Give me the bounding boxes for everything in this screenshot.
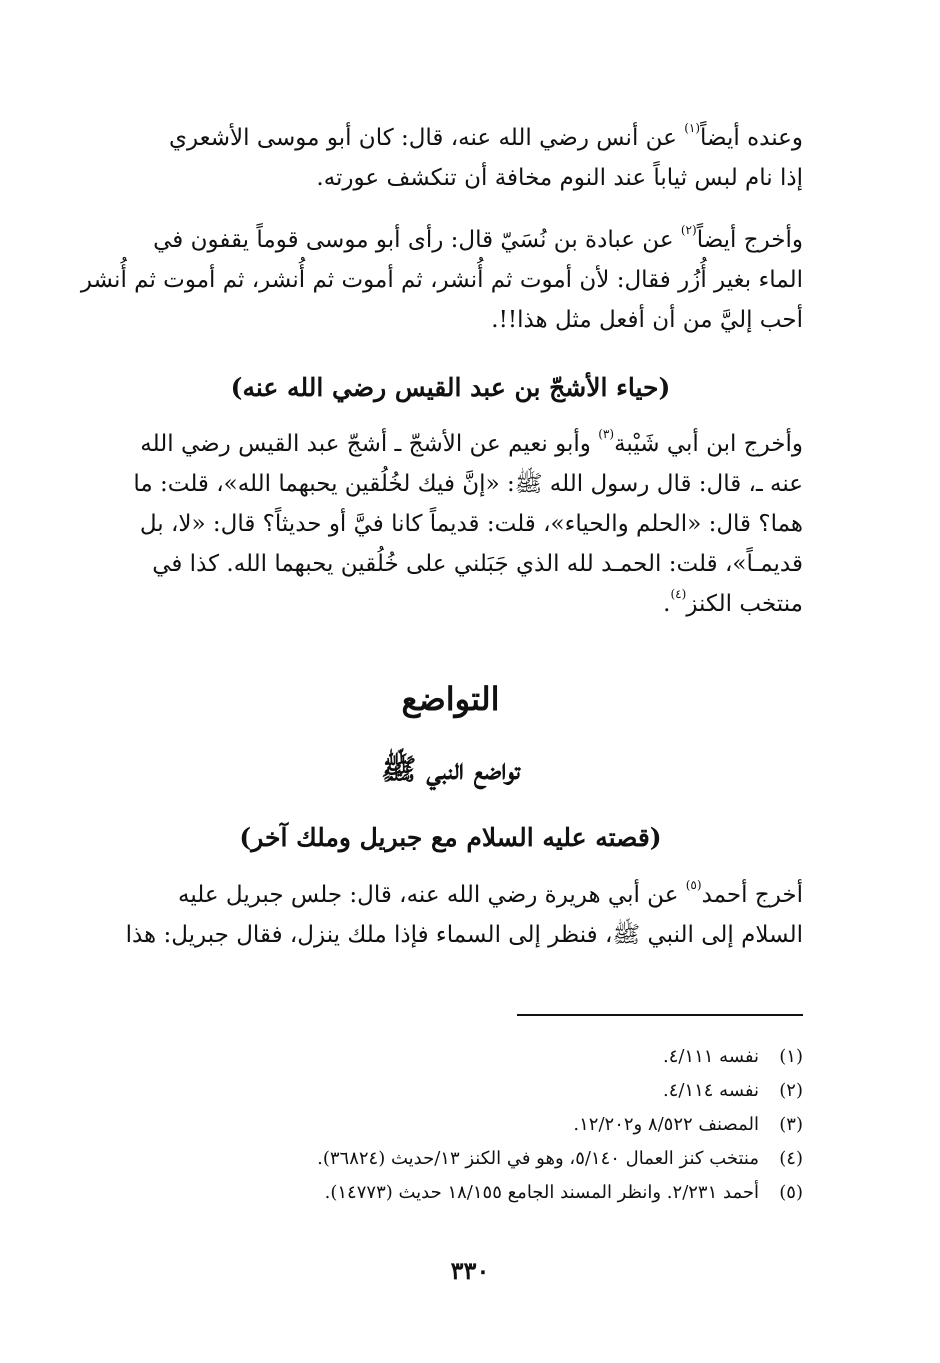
line-text: عنه ـ، قال: قال رسول الله ﷺ: «إنَّ فيك لخُلُقين يحبهما الله»، قلت: ما	[133, 471, 803, 497]
line-text: الماء بغير أُزُر فقال: لأن أموت ثم أُنشر، ثم أموت ثم أُنشر، ثم أموت ثم أُنشر	[80, 267, 803, 293]
section-title: تواضع النبي ﷺ	[381, 752, 520, 786]
text-line	[98, 158, 803, 198]
text-line	[98, 504, 803, 544]
footnote-number: (٣)	[779, 1114, 803, 1135]
page-number: ٣٣٠	[450, 1256, 490, 1285]
section-heading-ashaj: (حياء الأشجّ بن عبد القيس رضي الله عنه)	[230, 373, 671, 402]
footnote-ref: (١)	[684, 121, 701, 135]
text-line	[80, 260, 803, 300]
text-line	[98, 464, 803, 504]
paragraph-ashaj	[98, 424, 803, 624]
chapter-title: التواضع	[401, 680, 500, 718]
footnote-text: أحمد ٢/٢٣١. وانظر المسند الجامع ١٨/١٥٥ حديث (١٤٧٧٣).	[324, 1182, 759, 1203]
text-line	[98, 220, 803, 260]
text-line	[98, 584, 803, 624]
paragraph-abu-musa-water	[80, 220, 803, 340]
footnotes	[98, 1040, 803, 1210]
footnote	[98, 1108, 803, 1142]
line-text: هما؟ قال: «الحلم والحياء»، قلت: قديماً كانا فيَّ أو حديثاً؟ قال: «لا، بل	[139, 511, 803, 537]
footnote-number: (٢)	[779, 1080, 803, 1101]
footnote	[98, 1176, 803, 1210]
footnote-number: (٤)	[779, 1148, 803, 1169]
text-line	[98, 300, 803, 340]
footnote	[98, 1040, 803, 1074]
subsection-heading-story: (قصته عليه السلام مع جبريل وملك آخر)	[239, 823, 662, 852]
text-line	[98, 875, 803, 915]
line-text: عن عبادة بن نُسَيّ قال: رأى أبو موسى قوماً يقفون في	[153, 227, 681, 253]
paragraph-abu-musa-sleep	[98, 118, 803, 198]
line-text: وعنده أيضاً	[700, 125, 803, 151]
footnote-number: (٥)	[779, 1182, 803, 1203]
footnote-ref: (٢)	[680, 223, 697, 237]
footnote-number: (١)	[779, 1046, 803, 1067]
paragraph-jibril	[98, 875, 803, 955]
footnote	[98, 1142, 803, 1176]
footnote-text: منتخب كنز العمال ٥/١٤٠، وهو في الكنز ١٣/حديث (٣٦٨٢٤).	[317, 1148, 759, 1169]
line-text: أخرج أحمد	[701, 882, 803, 908]
line-text: منتخب الكنز	[686, 591, 803, 617]
text-line	[98, 915, 803, 955]
footnote-text: المصنف ٨/٥٢٢ و١٢/٢٠٢.	[573, 1114, 759, 1135]
footnote-ref: (٣)	[598, 427, 615, 441]
text-line	[98, 424, 803, 464]
footnote-ref: (٤)	[670, 587, 687, 601]
text-line	[98, 544, 803, 584]
line-text: السلام إلى النبي ﷺ، فنظر إلى السماء فإذا ملك ينزل، فقال جبريل: هذا	[125, 922, 803, 948]
text-line	[98, 118, 803, 158]
line-text: أحب إليَّ من أن أفعل مثل هذا!!.	[491, 307, 803, 333]
footnote-text: نفسه ٤/١١١.	[662, 1046, 759, 1067]
footnote-separator	[517, 1014, 803, 1016]
line-text: إذا نام لبس ثياباً عند النوم مخافة أن تنكشف عورته.	[316, 165, 803, 191]
footnote	[98, 1074, 803, 1108]
line-text: عن أنس رضي الله عنه، قال: كان أبو موسى الأشعري	[168, 125, 685, 151]
line-text: وأخرج ابن أبي شَيْبة	[614, 431, 803, 457]
footnote-ref: (٥)	[685, 878, 702, 892]
line-text: قديمـاً»، قلت: الحمـد لله الذي جَبَلني على خُلُقين يحبهما الله. كذا في	[152, 551, 803, 577]
line-text: وأبو نعيم عن الأشجّ ـ أشجّ عبد القيس رضي الله	[140, 431, 599, 457]
line-text: وأخرج أيضاً	[696, 227, 803, 253]
footnote-text: نفسه ٤/١١٤.	[662, 1080, 759, 1101]
line-text: .	[663, 591, 671, 617]
line-text: عن أبي هريرة رضي الله عنه، قال: جلس جبريل عليه	[178, 882, 686, 908]
